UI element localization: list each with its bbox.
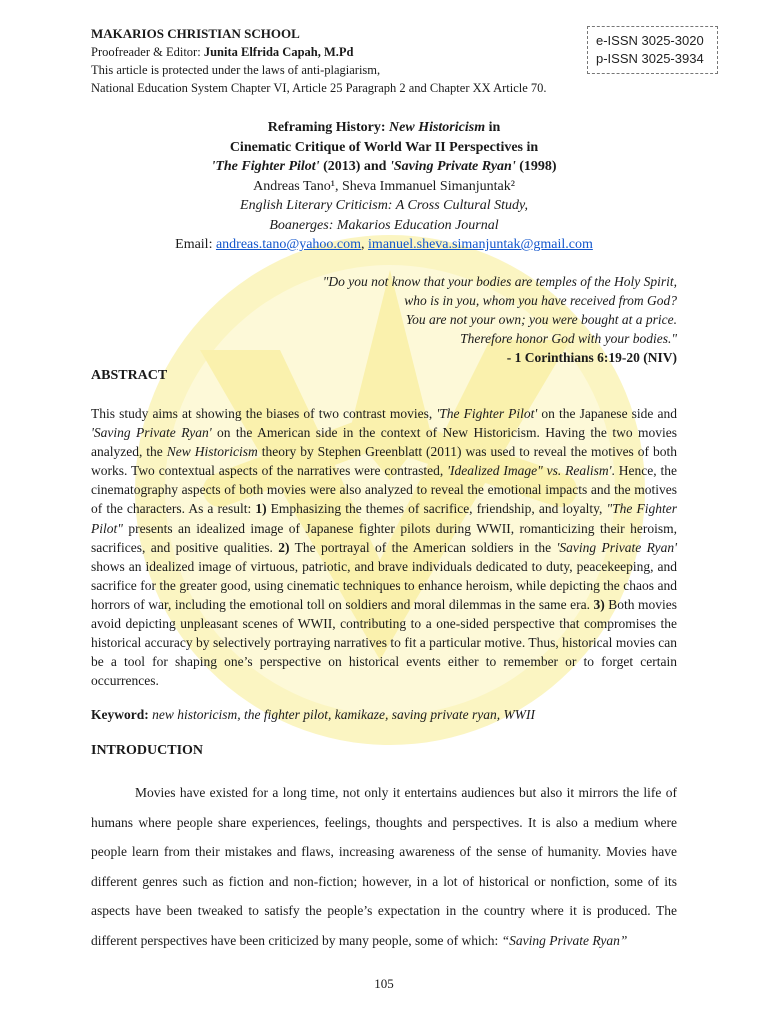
protection-line: This article is protected under the laws of anti-plagiarism, bbox=[91, 63, 381, 77]
field: English Literary Criticism: A Cross Cultural Study, bbox=[240, 198, 528, 213]
email-separator: , bbox=[361, 237, 369, 252]
abstract-text: shows an idealized image of virtuous, patriotic, and brave individuals dedicated to duty, peacekeeping, and sacrifice for the greater good, using cinematic techniques to enhance heroism, while depicting the chaos and horrors of war, including the emotional toll on soldiers and moral dilemmas in the same era. bbox=[91, 558, 677, 612]
editor-name: Junita Elfrida Capah, M.Pd bbox=[203, 45, 354, 59]
school-name: MAKARIOS CHRISTIAN SCHOOL bbox=[91, 26, 300, 41]
result-number: 1) bbox=[255, 501, 267, 517]
result-number: 2) bbox=[278, 539, 290, 555]
result-number: 3) bbox=[593, 596, 605, 612]
introduction-heading: INTRODUCTION bbox=[91, 743, 204, 758]
email-link-1[interactable]: andreas.tano@yahoo.com bbox=[215, 237, 362, 252]
article-title-block bbox=[91, 118, 677, 255]
quote-reference: - 1 Corinthians 6:19-20 (NIV) bbox=[506, 350, 677, 365]
journal-header bbox=[91, 25, 561, 97]
issn-box bbox=[587, 26, 718, 74]
film-title: 'Saving Private Ryan' bbox=[556, 539, 677, 555]
editor-prefix: Proofreader & Editor: bbox=[91, 45, 204, 59]
title-line-2: Cinematic Critique of World War II Perspectives in bbox=[229, 139, 539, 155]
contrast-phrase: 'Idealized Image" vs. Realism' bbox=[447, 463, 612, 479]
title-prefix: Reframing History: bbox=[267, 120, 390, 135]
abstract-text: Emphasizing the themes of sacrifice, friendship, and loyalty, bbox=[266, 501, 607, 517]
email-link-2[interactable]: imanuel.sheva.simanjuntak@gmail.com bbox=[368, 237, 593, 252]
e-issn: e-ISSN 3025-3020 bbox=[596, 33, 704, 48]
abstract-text: on the American side in the context of New Historicism. Having the two movies analyzed, the bbox=[91, 425, 677, 460]
abstract-text: This study aims at showing the biases of two contrast movies, bbox=[91, 406, 437, 421]
abstract-text: presents an idealized image of Japanese fighter pilots during WWII, romanticizing their heroism, sacrifices, and positive qualities. bbox=[91, 520, 677, 555]
abstract-body bbox=[91, 404, 677, 690]
law-line: National Education System Chapter VI, Article 25 Paragraph 2 and Chapter XX Article 70. bbox=[91, 81, 547, 95]
abstract-text: on the Japanese side and bbox=[537, 406, 677, 421]
title-italic: New Historicism bbox=[389, 120, 486, 135]
quote-line: "Do you not know that your bodies are temples of the Holy Spirit, bbox=[322, 274, 677, 289]
title-year-2: (1998) bbox=[515, 159, 557, 174]
abstract-text: Both movies avoid depicting unpleasant scenes of WWII, contributing to a one-sided perspective that compromises the historical accuracy by selectively portraying narratives to fit a particular motive. Thus, historical movies can be a tool for shaping one’s perspective on historical events either to remember or to forget certain occurrences. bbox=[91, 596, 677, 689]
abstract-text: The portrayal of the American soldiers in the bbox=[289, 539, 557, 555]
email-line bbox=[91, 235, 677, 255]
title-film-1: 'The Fighter Pilot' bbox=[211, 159, 320, 174]
introduction-body bbox=[91, 778, 677, 955]
abstract-text: . Hence, the cinematography aspects of both movies were also analyzed to reveal the emotional impacts and the motives of the characters. As a result: bbox=[91, 463, 678, 517]
film-title: “Saving Private Ryan” bbox=[501, 932, 628, 948]
journal-name: Boanerges: Makarios Education Journal bbox=[269, 217, 499, 233]
keyword-line bbox=[91, 707, 677, 723]
editor-line bbox=[91, 43, 561, 61]
authors: Andreas Tano¹, Sheva Immanuel Simanjuntak² bbox=[253, 178, 515, 194]
quote-line: You are not your own; you were bought at a price. bbox=[405, 312, 677, 327]
abstract-heading: ABSTRACT bbox=[91, 368, 168, 383]
page-number: 105 bbox=[374, 976, 394, 991]
abstract-text: theory by Stephen Greenblatt (2011) was used to reveal the motives of both works. Two contextual aspects of the narratives were contrasted, bbox=[91, 444, 677, 479]
keyword-label: Keyword: bbox=[91, 707, 153, 722]
film-title: 'Saving Private Ryan' bbox=[91, 425, 212, 441]
title-film-2: 'Saving Private Ryan' bbox=[389, 159, 516, 174]
quote-line: Therefore honor God with your bodies." bbox=[460, 331, 677, 346]
p-issn: p-ISSN 3025-3934 bbox=[596, 51, 704, 66]
intro-text: Movies have existed for a long time, not only it entertains audiences but also it mirrors the life of humans where people share experiences, feelings, thoughts and perspectives. It is also a medium where people learn from their mistakes and flaws, increasing awareness of the sense of humanity. Movies have different genres such as fiction and non-fiction; however, in a lot of historical or nonfiction, some of its aspects have been tweaked to satisfy the people’s expectation in the country where it is produced. The different perspectives have been criticized by many people, some of which: bbox=[91, 785, 677, 948]
keyword-values: new historicism, the fighter pilot, kamikaze, saving private ryan, WWII bbox=[152, 707, 535, 722]
film-title: "The Fighter Pilot" bbox=[91, 501, 677, 536]
title-year-1: (2013) and bbox=[319, 159, 390, 174]
title-line-3 bbox=[91, 157, 677, 177]
theory-name: New Historicism bbox=[166, 444, 258, 460]
epigraph-quote bbox=[250, 272, 677, 367]
title-line-1 bbox=[91, 118, 677, 138]
film-title: 'The Fighter Pilot' bbox=[436, 406, 538, 421]
quote-line: who is in you, whom you have received from God? bbox=[404, 293, 677, 308]
title-suffix: in bbox=[485, 120, 501, 135]
email-label: Email: bbox=[175, 237, 216, 252]
